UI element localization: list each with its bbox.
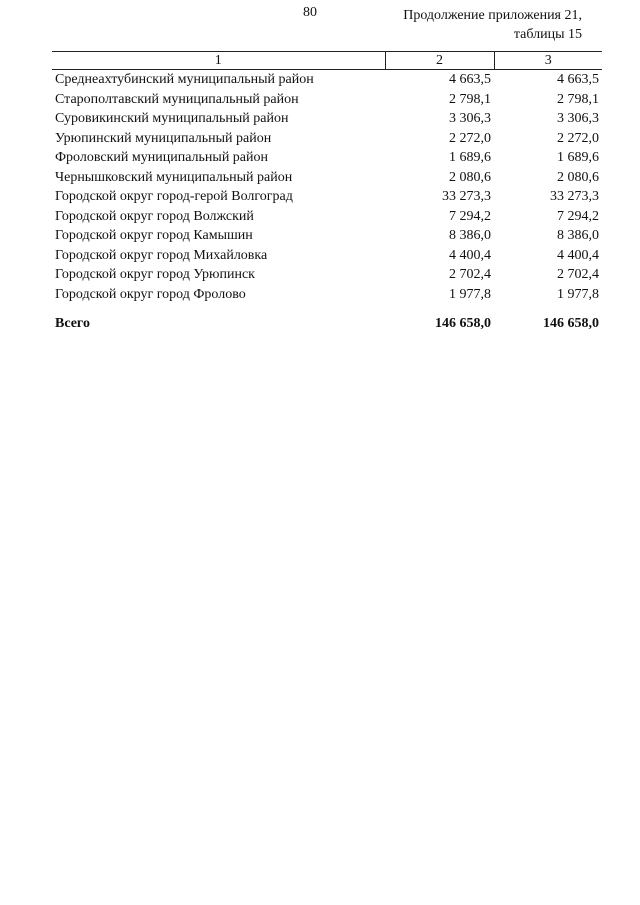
row-col3-value: 4 663,5 bbox=[557, 72, 599, 87]
total-row bbox=[52, 314, 602, 334]
table-row bbox=[52, 90, 602, 110]
page-number: 80 bbox=[303, 5, 317, 20]
total-col3-value: 146 658,0 bbox=[543, 316, 599, 331]
table-row bbox=[52, 148, 602, 168]
table-row bbox=[52, 207, 602, 227]
row-name: Фроловский муниципальный район bbox=[55, 150, 269, 165]
row-col2-value: 4 400,4 bbox=[449, 247, 491, 263]
row-col2-value: 2 272,0 bbox=[449, 130, 491, 146]
row-col2-value: 2 080,6 bbox=[449, 169, 491, 185]
row-name: Чернышковский муниципальный район bbox=[55, 169, 293, 185]
spacer-cell bbox=[494, 304, 602, 314]
row-col2-value: 7 294,2 bbox=[449, 208, 491, 224]
row-name: Среднеахтубинский муниципальный район bbox=[55, 72, 314, 87]
row-name: Городской округ город Камышин bbox=[55, 228, 253, 243]
row-col3-value: 3 306,3 bbox=[557, 111, 599, 126]
table-row bbox=[52, 168, 602, 188]
row-name: Урюпинский муниципальный район bbox=[55, 130, 272, 146]
appendix-note bbox=[403, 6, 582, 44]
row-name: Городской округ город Урюпинск bbox=[55, 267, 255, 282]
spacer-cell bbox=[385, 304, 494, 314]
appendix-line-1: Продолжение приложения 21, bbox=[403, 8, 582, 23]
table-body bbox=[52, 70, 602, 334]
row-col2-value: 1 977,8 bbox=[449, 286, 491, 302]
row-col3-value: 2 080,6 bbox=[557, 169, 599, 185]
total-label: Всего bbox=[55, 316, 90, 331]
row-col3-value: 4 400,4 bbox=[557, 247, 599, 263]
row-col3-value: 1 977,8 bbox=[557, 286, 599, 302]
row-col3-value: 8 386,0 bbox=[557, 228, 599, 243]
table-header bbox=[52, 52, 602, 70]
table-row bbox=[52, 246, 602, 266]
row-col2-value: 2 798,1 bbox=[449, 91, 491, 107]
row-col2-value: 4 663,5 bbox=[449, 72, 491, 87]
total-col2-value: 146 658,0 bbox=[435, 316, 491, 331]
table-row bbox=[52, 226, 602, 246]
spacer-row bbox=[52, 304, 602, 314]
spacer-cell bbox=[52, 304, 385, 314]
table-row bbox=[52, 70, 602, 90]
table-row bbox=[52, 129, 602, 149]
row-col2-value: 1 689,6 bbox=[449, 150, 491, 165]
row-col3-value: 2 702,4 bbox=[557, 267, 599, 282]
column-header-3: 3 bbox=[494, 52, 602, 70]
data-table bbox=[52, 51, 602, 334]
table-row bbox=[52, 265, 602, 285]
row-col3-value: 2 272,0 bbox=[557, 130, 599, 146]
table-row bbox=[52, 285, 602, 305]
row-col2-value: 3 306,3 bbox=[449, 111, 491, 126]
table-row bbox=[52, 187, 602, 207]
row-name: Городской округ город Михайловка bbox=[55, 247, 268, 263]
row-col3-value: 1 689,6 bbox=[557, 150, 599, 165]
appendix-line-2: таблицы 15 bbox=[513, 27, 582, 42]
column-number-row bbox=[52, 52, 602, 70]
row-col2-value: 33 273,3 bbox=[442, 189, 491, 204]
row-col3-value: 2 798,1 bbox=[557, 91, 599, 107]
row-col3-value: 33 273,3 bbox=[550, 189, 599, 204]
row-col2-value: 2 702,4 bbox=[449, 267, 491, 282]
data-table-container bbox=[52, 51, 602, 334]
row-name: Старополтавский муниципальный район bbox=[55, 91, 299, 107]
row-col3-value: 7 294,2 bbox=[557, 208, 599, 224]
row-col2-value: 8 386,0 bbox=[449, 228, 491, 243]
column-header-1: 1 bbox=[52, 52, 385, 70]
row-name: Суровикинский муниципальный район bbox=[55, 111, 289, 126]
column-header-2: 2 bbox=[385, 52, 494, 70]
row-name: Городской округ город Волжский bbox=[55, 208, 254, 224]
row-name: Городской округ город-герой Волгоград bbox=[55, 189, 293, 204]
row-name: Городской округ город Фролово bbox=[55, 286, 246, 302]
table-row bbox=[52, 109, 602, 129]
